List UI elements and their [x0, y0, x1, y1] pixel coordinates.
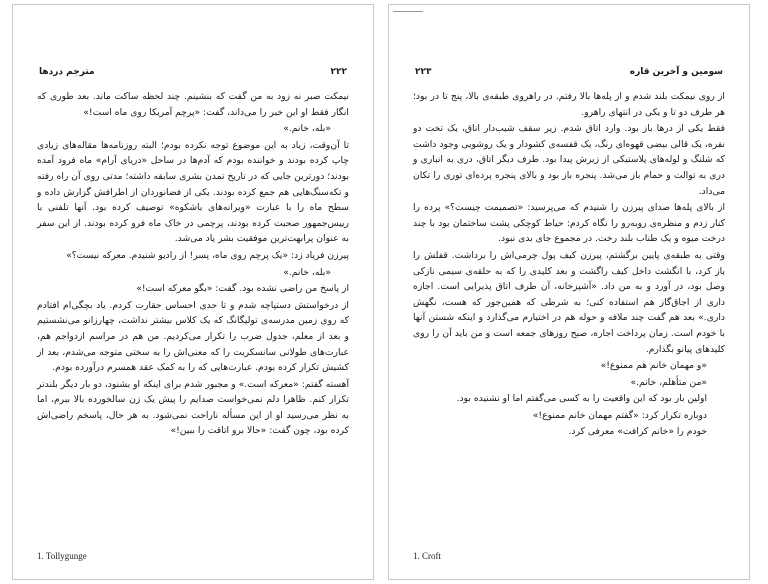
- paragraph: فقط یکی از درها باز بود. وارد اتاق شدم. زیر سقف شیب‌دار اتاق، یک تخت دو نفره، یک قالی بیضی قهوه‌ای رنگ، یک قفسه‌ی کشودار و یک روشویی وجود داشت که شلنگ و لوله‌های پلاستیکی از زیرش پیدا بود. طرف دیگر اتاق، دری به انباری و دری به توالت و حمام باز می‌شد. پنجره باز بود و بالای پنجره پرده‌ای توری را تکان می‌داد.: [413, 123, 725, 197]
- paragraph: وقتی به طبقه‌ی پایین برگشتم، پیرزن کیف پول چرمی‌اش را برداشت. قفلش را باز کرد، با انگشت داخل کیف راگشت و بعد کلیدی را که به حلقه‌ی سیمی نازکی وصل بود، در آورد و به من داد. «آشپزخانه، آن طرف اتاق پذیرایی است. اجازه داری از اجاق‌گاز هم استفاده کنی؛ به شرطی که همین‌جور که هست، نگهش داری.» بعد هم گفت چند ملافه و حوله هم در اختیارم می‌گذارد و اینکه شستن آنها با خودم است. زمان پرداخت اجاره، صبح روزهای جمعه است و من باید آن را روی کلیدهای پیانو بگذارم.: [413, 249, 725, 355]
- paragraph: خودم را «خانم کرافت» معرفی کرد.: [568, 426, 707, 438]
- running-title: سومین و آخرین قاره: [629, 67, 723, 77]
- page-number: ۲۲۳: [415, 67, 432, 77]
- paragraph: پیرزن فریاد زد: «یک پرچم روی ماه، پسر! از رادیو شنیدم. معرکه نیست؟»: [66, 249, 349, 261]
- right-page-header: [411, 67, 727, 83]
- divider: [393, 11, 423, 12]
- paragraph: «بله، خانم.»: [283, 266, 331, 278]
- paragraph: «و مهمان خانم هم ممنوع!»: [600, 360, 707, 372]
- paragraph: تا آن‌وقت، زیاد به این موضوع توجه نکرده بودم؛ البته روزنامه‌ها مقاله‌های زیادی چاپ کرده بودند و خواننده بودم که آدم‌ها در ساحل «دریای آرام» ماه فرود آمده بودند؛ دورترین جایی که در تاریخ تمدن بشری سابقه داشته؛ مدتی روی آن راه رفته و تکه‌سنگ‌هایی هم جمع کرده بودند. یکی از فضانوردان از اطرافش گزارش داده و سطح ماه را با عبارت «ویرانه‌های باشکوه» توصیف کرده بود. آنها تلفنی با رییس‌جمهور صحبت کرده بودند، پرچمی در خاک ماه فرو کرده بودند. از این سفر به عنوان پرابهت‌ترین موفقیت بشر یاد می‌شد.: [37, 139, 349, 245]
- paragraph: از درخواستش دستپاچه شدم و تا حدی احساس حقارت کردم. یاد بچگی‌ام افتادم که روی زمین مدرسه‌ی تولیگانگ که یک کلاس بیشتر نداشت، چهارزانو می‌نشستیم و بعد از معلم، جدول ضرب را تکرار می‌کردیم. من هم در مراسم ازدواجم هم، عبارت‌های طولانی سانسکریت را که معنی‌اش را به سختی متوجه می‌شدم، بعد از کشیش تکرار کرده بودم. عبارت‌هایی که را به کمک عقد همسرم درآورده بودم.: [37, 299, 349, 374]
- paragraph: نیمکت صبر نه زود به من گفت که بنشینم. چند لحظه ساکت ماند. بعد طوری که انگار فقط او این خبر را می‌داند، گفت: «پرچم آمریکا روی ماه است!»: [37, 91, 349, 118]
- paragraph: دوباره تکرار کرد: «گفتم مهمان خانم ممنوع!»: [532, 409, 707, 421]
- paragraph: اولین بار بود که این واقعیت را به کسی می‌گفتم اما او نشنیده بود.: [456, 393, 707, 405]
- running-title: مترجم دردها: [39, 67, 95, 77]
- footnote: 1. Croft: [413, 551, 441, 561]
- paragraph: آهسته گفتم: «معرکه است.» و مجبور شدم برای اینکه او بشنود، دو بار دیگر بلندتر تکرار کنم. ظاهرا دلم نمی‌خواست صدایم را پیش یک زن سالخورده بالا ببرم، اما به نظر می‌رسید او از این مسأله ناراحت نمی‌شود. به هر حال، پاسخم راضی‌اش کرده بود، چون گفت: «حالا برو اتاقت را ببین!»: [37, 378, 349, 437]
- page-number: ۲۲۲: [330, 67, 347, 77]
- paragraph: از روی نیمکت بلند شدم و از پله‌ها بالا رفتم. در راهروی طبقه‌ی بالا، پنج تا در بود؛ هر طرف دو تا و یکی در انتهای راهرو.: [413, 91, 725, 118]
- right-page: [388, 4, 750, 580]
- footnote: 1. Tollygunge: [37, 551, 87, 561]
- paragraph: از بالای پله‌ها صدای پیرزن را شنیدم که می‌پرسید: «تصمیمت چیست؟» پرده را کنار زدم و منظره‌ی روبه‌رو را نگاه کردم: حیاط کوچکی پشت ساختمان بود با چند درخت میوه و یک طناب بلند رخت. در مجموع جای بدی نبود.: [413, 202, 725, 245]
- paragraph: «بله، خانم.»: [283, 123, 331, 135]
- left-page: [12, 4, 374, 580]
- paragraph: از پاسخ من راضی نشده بود. گفت: «بگو معرکه است!»: [136, 283, 349, 295]
- left-page-body: [37, 89, 349, 440]
- left-page-header: [35, 67, 351, 83]
- right-page-body: [413, 89, 725, 441]
- paragraph: «من متأهلم، خانم.»: [630, 376, 707, 388]
